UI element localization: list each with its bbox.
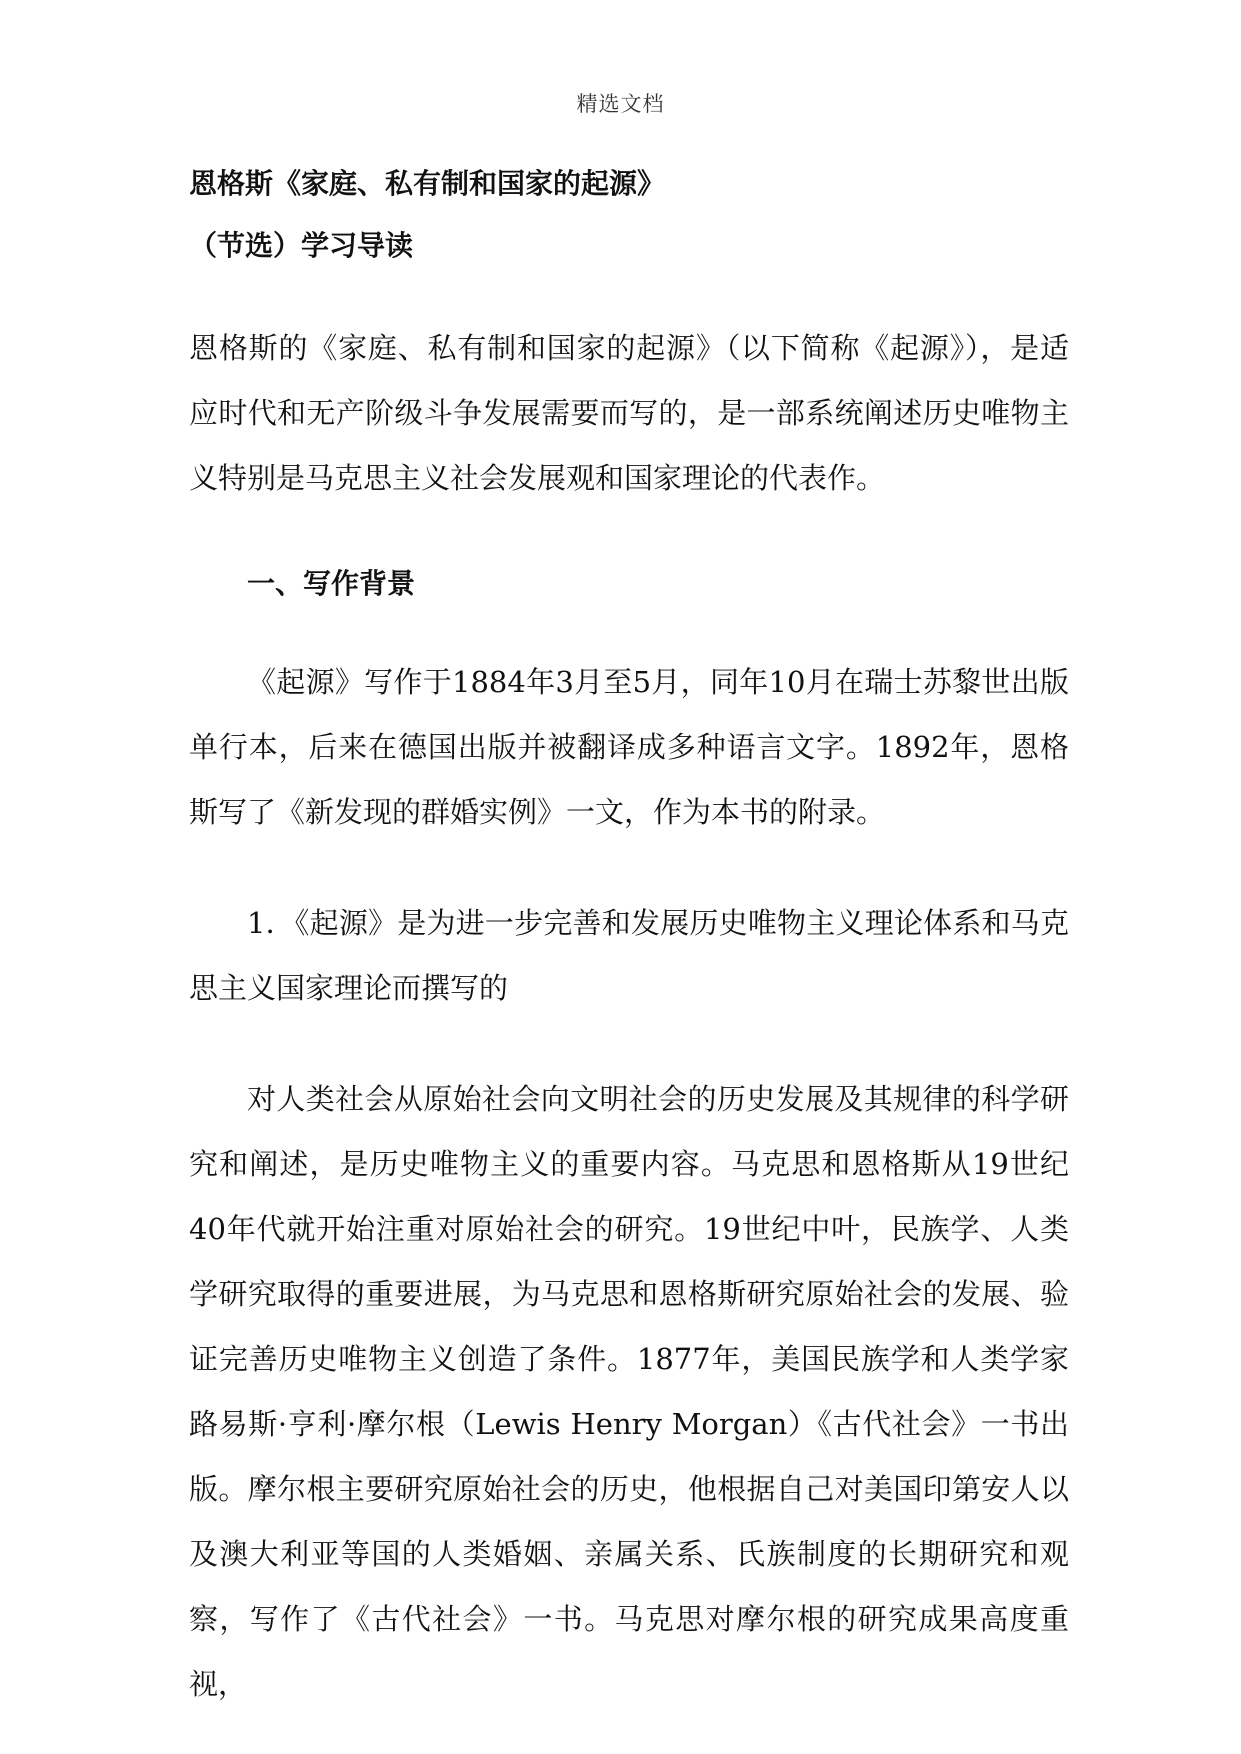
document-title: 恩格斯《家庭、私有制和国家的起源》 (189, 167, 666, 200)
paragraph-writing-date: 《起源》写作于1884年3月至5月，同年10月在瑞士苏黎世出版单行本，后来在德国出版并被翻译成多种语言文字。1892年，恩格斯写了《新发现的群婚实例》一文，作为本书的附录。 (189, 665, 1069, 829)
document-subtitle: （节选）学习导读 (189, 229, 414, 262)
document-body (189, 160, 1069, 1717)
intro-paragraph: 恩格斯的《家庭、私有制和国家的起源》（以下简称《起源》），是适应时代和无产阶级斗争发展需要而写的，是一部系统阐述历史唯物主义特别是马克思主义社会发展观和国家理论的代表作。 (189, 331, 1069, 495)
page-header: 精选文档 (576, 92, 665, 116)
paragraph-point-1: 1．《起源》是为进一步完善和发展历史唯物主义理论体系和马克思主义国家理论而撰写的 (189, 906, 1069, 1005)
section-heading-background: 一、写作背景 (247, 567, 416, 600)
paragraph-primitive-society: 对人类社会从原始社会向文明社会的历史发展及其规律的科学研究和阐述，是历史唯物主义的重要内容。马克思和恩格斯从19世纪40年代就开始注重对原始社会的研究。19世纪中叶，民族学、人类学研究取得的重要进展，为马克思和恩格斯研究原始社会的发展、验证完善历史唯物主义创造了条件。1877年，美国民族学和人类学家路易斯·亨利·摩尔根（Lewis Henry Morgan）《古代社会》一书出版。摩尔根主要研究原始社会的历史，他根据自己对美国印第安人以及澳大利亚等国的人类婚姻、亲属关系、氏族制度的长期研究和观察，写作了《古代社会》一书。马克思对摩尔根的研究成果高度重视， (189, 1082, 1069, 1701)
